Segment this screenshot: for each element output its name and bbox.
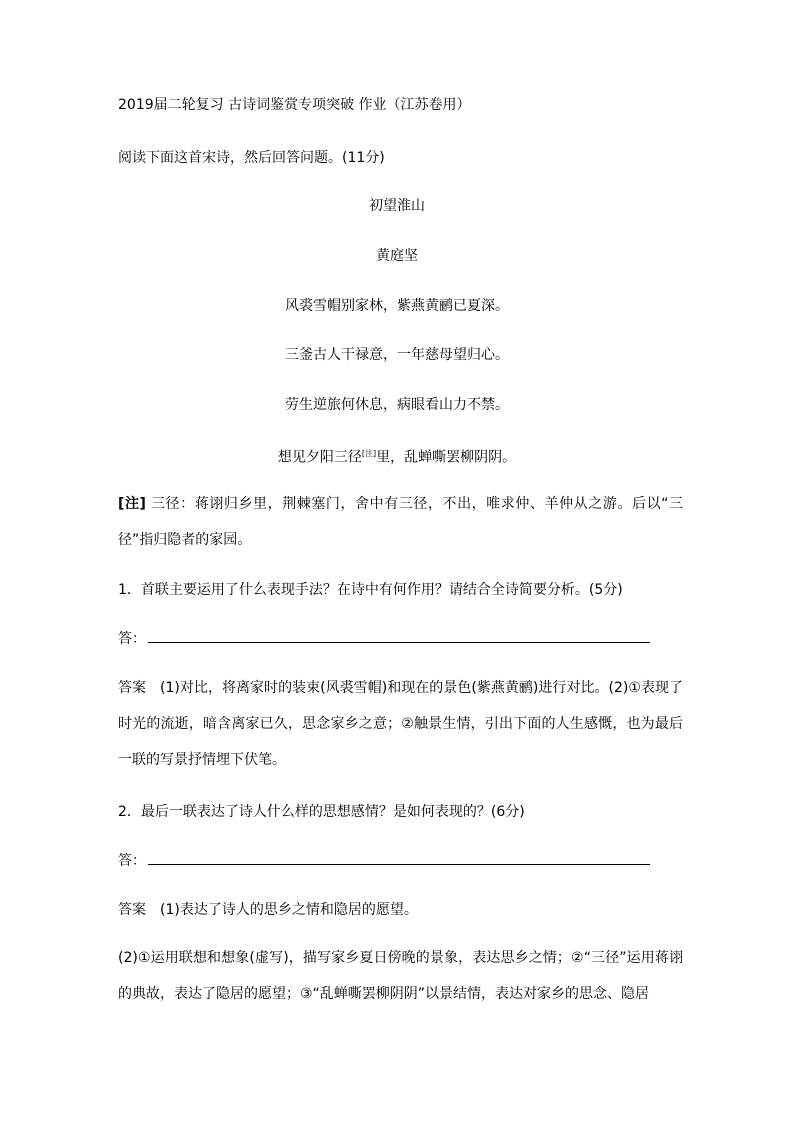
poem-note bbox=[118, 486, 683, 558]
answer-line[interactable] bbox=[148, 850, 650, 865]
poem-line-4 bbox=[0, 444, 794, 468]
question-1-prompt: 1．首联主要运用了什么表现手法？在诗中有何作用？请结合全诗简要分析。(5分) bbox=[118, 582, 623, 598]
poem-author: 黄庭坚 bbox=[376, 248, 418, 264]
question-1-answer-blank bbox=[118, 628, 650, 649]
document-title: 2019届二轮复习 古诗词鉴赏专项突破 作业（江苏卷用） bbox=[118, 97, 471, 113]
question-2-prompt: 2．最后一联表达了诗人什么样的思想感情？是如何表现的？(6分) bbox=[118, 804, 525, 820]
poem-line-1: 风裘雪帽别家林，紫燕黄鹂已夏深。 bbox=[285, 298, 509, 314]
answer-line[interactable] bbox=[148, 628, 650, 643]
note-tag: [注] bbox=[118, 496, 146, 512]
answer-prefix: 答： bbox=[118, 853, 146, 869]
poem-title: 初望淮山 bbox=[369, 198, 425, 214]
note-marker: [注] bbox=[361, 449, 377, 458]
answer-prefix: 答： bbox=[118, 631, 146, 647]
poem-line-2: 三釜古人干禄意，一年慈母望归心。 bbox=[285, 347, 509, 363]
answer-tag: 答案 bbox=[118, 680, 147, 696]
question-2-answer-part-1 bbox=[118, 900, 418, 920]
question-1-answer bbox=[118, 670, 683, 778]
poem-line-3: 劳生逆旅何休息，病眼看山力不禁。 bbox=[285, 397, 509, 413]
poem-line-4-before: 想见夕阳三径 bbox=[277, 449, 362, 466]
note-text: 三径：蒋诩归乡里，荆棘塞门，舍中有三径，不出，唯求仲、羊仲从之游。后以“三径”指归隐者的家园。 bbox=[118, 496, 684, 548]
question-intro: 阅读下面这首宋诗，然后回答问题。(11分) bbox=[118, 150, 385, 166]
question-2-answer-blank bbox=[118, 850, 650, 871]
answer-text: (1)表达了诗人的思乡之情和隐居的愿望。 bbox=[160, 902, 418, 918]
answer-tag: 答案 bbox=[118, 902, 146, 918]
question-2-answer-part-2: (2)①运用联想和想象(虚写)，描写家乡夏日傍晚的景象，表达思乡之情；②“三径”运用蒋诩的典故，表达了隐居的愿望；③“乱蝉嘶罢柳阴阴”以景结情，表达对家乡的思念、隐居 bbox=[118, 950, 683, 1002]
poem-line-4-after: 里，乱蝉嘶罢柳阴阴。 bbox=[376, 449, 517, 466]
answer-text: (1)对比，将离家时的装束(风裘雪帽)和现在的景色(紫燕黄鹂)进行对比。(2)①表现了时光的流逝，暗含离家已久，思念家乡之意；②触景生情，引出下面的人生感慨，也为最后一联的写景抒情埋下伏笔。 bbox=[118, 680, 683, 768]
